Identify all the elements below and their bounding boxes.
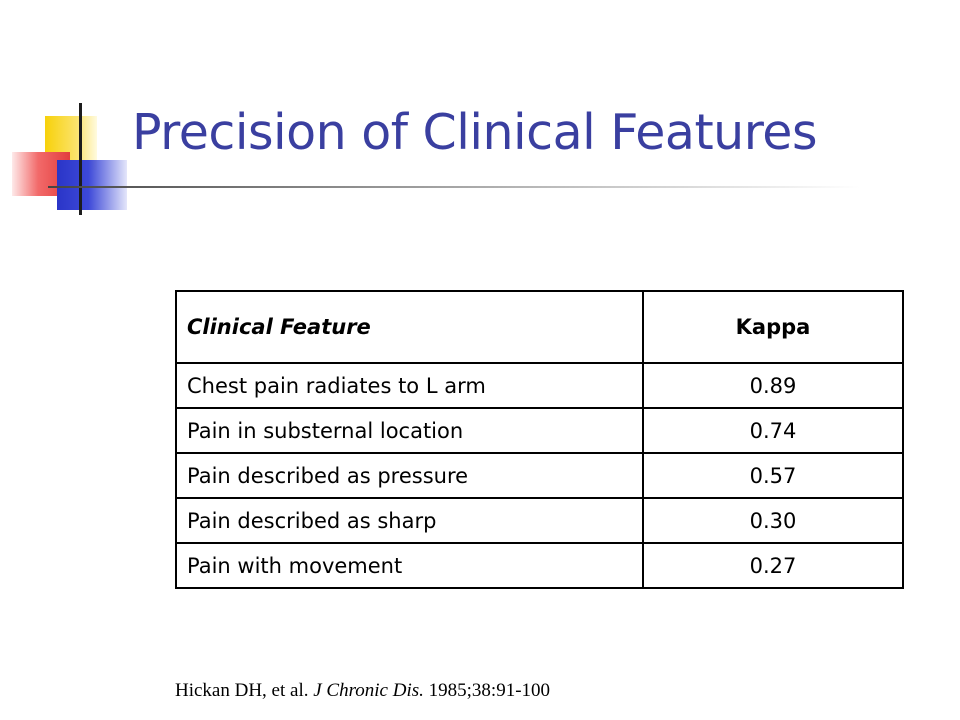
citation-authors: Hickan DH, et al. [175,680,309,701]
kappa-cell: 0.30 [643,498,903,543]
title-underline [48,186,860,188]
feature-cell: Chest pain radiates to L arm [176,363,643,408]
citation-journal: J Chronic Dis. [313,680,424,701]
kappa-table [175,290,904,589]
feature-cell: Pain described as pressure [176,453,643,498]
feature-cell: Pain in substernal location [176,408,643,453]
citation [175,680,550,702]
table-row [176,363,903,408]
kappa-cell: 0.27 [643,543,903,588]
table-row [176,453,903,498]
blue-square-decoration [57,160,127,210]
feature-cell: Pain described as sharp [176,498,643,543]
citation-details: 1985;38:91-100 [428,680,551,701]
table-row [176,543,903,588]
vertical-rule-decoration [79,103,82,215]
feature-cell: Pain with movement [176,543,643,588]
table-header-row [176,291,903,363]
header-clinical-feature: Clinical Feature [176,291,643,363]
kappa-cell: 0.89 [643,363,903,408]
header-kappa: Kappa [643,291,903,363]
kappa-cell: 0.57 [643,453,903,498]
slide-title: Precision of Clinical Features [132,104,817,161]
kappa-cell: 0.74 [643,408,903,453]
table-row [176,408,903,453]
table-row [176,498,903,543]
